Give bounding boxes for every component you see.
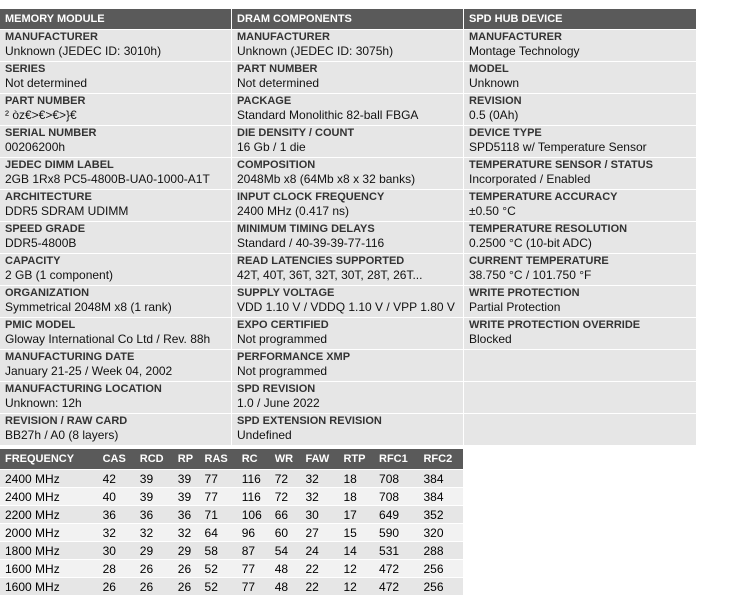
timings-cell: 64 <box>200 524 237 542</box>
timings-column-header: WR <box>270 449 301 470</box>
spd-hub-device-header: SPD HUB DEVICE <box>464 9 696 29</box>
empty-cell <box>464 350 696 381</box>
timings-header-row <box>0 449 463 470</box>
info-label: PMIC MODEL <box>5 319 76 331</box>
timings-cell: 32 <box>300 488 338 506</box>
info-value: Not programmed <box>237 332 328 346</box>
timings-cell: 36 <box>98 506 135 524</box>
timings-cell: 72 <box>270 488 301 506</box>
timings-cell: 58 <box>200 542 237 560</box>
timings-row <box>0 578 463 596</box>
timings-cell: 256 <box>418 578 463 596</box>
timings-cell: 2400 MHz <box>0 488 98 506</box>
info-value: 16 Gb / 1 die <box>237 140 306 154</box>
timings-cell: 36 <box>135 506 173 524</box>
timings-column-header: RCD <box>135 449 173 470</box>
timings-cell: 30 <box>300 506 338 524</box>
info-cell <box>232 318 463 349</box>
info-label: TEMPERATURE RESOLUTION <box>469 223 628 235</box>
info-label: WRITE PROTECTION OVERRIDE <box>469 319 641 331</box>
info-value: Standard Monolithic 82-ball FBGA <box>237 108 419 122</box>
timings-cell: 96 <box>237 524 270 542</box>
timings-cell: 24 <box>300 542 338 560</box>
timings-cell: 27 <box>300 524 338 542</box>
timings-cell: 52 <box>200 560 237 578</box>
info-cell <box>464 94 696 125</box>
timings-cell: 87 <box>237 542 270 560</box>
info-label: SUPPLY VOLTAGE <box>237 287 335 299</box>
info-cell <box>232 382 463 413</box>
timings-cell: 106 <box>237 506 270 524</box>
timings-cell: 1600 MHz <box>0 578 98 596</box>
info-value: Standard / 40-39-39-77-116 <box>237 236 385 250</box>
timings-cell: 48 <box>270 560 301 578</box>
timings-cell: 48 <box>270 578 301 596</box>
info-label: PERFORMANCE XMP <box>237 351 351 363</box>
timings-cell: 71 <box>200 506 237 524</box>
timings-cell: 14 <box>338 542 374 560</box>
info-value: Blocked <box>469 332 512 346</box>
info-label: DIE DENSITY / COUNT <box>237 127 355 139</box>
info-value: Montage Technology <box>469 44 580 58</box>
info-cell <box>0 382 231 413</box>
timings-row <box>0 542 463 560</box>
timings-cell: 26 <box>135 578 173 596</box>
timings-cell: 1800 MHz <box>0 542 98 560</box>
info-cell <box>464 222 696 253</box>
timings-cell: 32 <box>173 524 200 542</box>
spd-info-panel <box>0 9 696 446</box>
timings-cell: 77 <box>237 578 270 596</box>
info-value: 42T, 40T, 36T, 32T, 30T, 28T, 26T... <box>237 268 423 282</box>
info-cell <box>232 158 463 189</box>
info-value: 2 GB (1 component) <box>5 268 114 282</box>
info-value: 0.2500 °C (10-bit ADC) <box>469 236 592 250</box>
info-value: 1.0 / June 2022 <box>237 396 320 410</box>
info-label: CURRENT TEMPERATURE <box>469 255 609 267</box>
timings-column-header: RAS <box>200 449 237 470</box>
info-cell <box>232 94 463 125</box>
timings-cell: 60 <box>270 524 301 542</box>
timings-cell: 66 <box>270 506 301 524</box>
info-cell <box>0 286 231 317</box>
empty-cell <box>464 414 696 445</box>
timings-body <box>0 470 463 596</box>
info-value: 2048Mb x8 (64Mb x8 x 32 banks) <box>237 172 416 186</box>
timings-column-header: RFC2 <box>418 449 463 470</box>
info-value: Partial Protection <box>469 300 561 314</box>
timings-cell: 2400 MHz <box>0 470 98 488</box>
info-value: ² òz€>€>€>}€ <box>5 108 77 122</box>
info-value: 2GB 1Rx8 PC5-4800B-UA0-1000-A1T <box>5 172 210 186</box>
info-cell <box>464 254 696 285</box>
info-cell <box>464 318 696 349</box>
timings-cell: 52 <box>200 578 237 596</box>
info-label: PART NUMBER <box>237 63 318 75</box>
info-cell <box>464 62 696 93</box>
timings-cell: 54 <box>270 542 301 560</box>
timings-cell: 77 <box>237 560 270 578</box>
info-value: Gloway International Co Ltd / Rev. 88h <box>5 332 211 346</box>
info-value: 2400 MHz (0.417 ns) <box>237 204 350 218</box>
info-label: EXPO CERTIFIED <box>237 319 329 331</box>
info-label: DEVICE TYPE <box>469 127 542 139</box>
timings-cell: 40 <box>98 488 135 506</box>
timings-cell: 77 <box>200 488 237 506</box>
timings-column-header: FAW <box>300 449 338 470</box>
timings-cell: 352 <box>418 506 463 524</box>
info-cell <box>0 126 231 157</box>
info-cell <box>232 126 463 157</box>
timings-cell: 2000 MHz <box>0 524 98 542</box>
info-label: COMPOSITION <box>237 159 316 171</box>
timings-cell: 590 <box>374 524 418 542</box>
info-value: 0.5 (0Ah) <box>469 108 519 122</box>
info-value: Unknown (JEDEC ID: 3010h) <box>5 44 162 58</box>
info-value: BB27h / A0 (8 layers) <box>5 428 119 442</box>
info-cell <box>0 254 231 285</box>
info-value: SPD5118 w/ Temperature Sensor <box>469 140 647 154</box>
info-label: JEDEC DIMM LABEL <box>5 159 114 171</box>
dram-components-header: DRAM COMPONENTS <box>232 9 463 29</box>
info-label: PART NUMBER <box>5 95 86 107</box>
timings-cell: 22 <box>300 578 338 596</box>
timings-cell: 39 <box>135 488 173 506</box>
info-label: MANUFACTURER <box>5 31 98 43</box>
info-label: MANUFACTURER <box>237 31 330 43</box>
timings-cell: 29 <box>173 542 200 560</box>
timings-cell: 12 <box>338 560 374 578</box>
timings-cell: 116 <box>237 488 270 506</box>
info-cell <box>0 30 231 61</box>
info-cell <box>464 286 696 317</box>
info-label: ORGANIZATION <box>5 287 90 299</box>
info-label: MANUFACTURING LOCATION <box>5 383 162 395</box>
info-cell <box>232 350 463 381</box>
info-value: Symmetrical 2048M x8 (1 rank) <box>5 300 172 314</box>
timings-cell: 36 <box>173 506 200 524</box>
info-label: MODEL <box>469 63 509 75</box>
info-cell <box>232 222 463 253</box>
timings-row <box>0 560 463 578</box>
info-label: MINIMUM TIMING DELAYS <box>237 223 375 235</box>
timings-cell: 2200 MHz <box>0 506 98 524</box>
timings-cell: 1600 MHz <box>0 560 98 578</box>
timings-cell: 42 <box>98 470 135 488</box>
info-cell <box>0 158 231 189</box>
dram-components-column <box>232 9 463 445</box>
timings-cell: 26 <box>173 560 200 578</box>
info-label: CAPACITY <box>5 255 61 267</box>
timings-column-header: FREQUENCY <box>0 449 98 470</box>
info-label: SERIES <box>5 63 46 75</box>
info-label: MANUFACTURING DATE <box>5 351 135 363</box>
info-cell <box>0 222 231 253</box>
info-cell <box>0 414 231 445</box>
info-cell <box>0 190 231 221</box>
info-value: DDR5 SDRAM UDIMM <box>5 204 129 218</box>
timings-cell: 22 <box>300 560 338 578</box>
info-cell <box>232 30 463 61</box>
timings-cell: 708 <box>374 470 418 488</box>
memory-module-column <box>0 9 231 445</box>
timings-cell: 32 <box>135 524 173 542</box>
timings-cell: 32 <box>98 524 135 542</box>
info-label: READ LATENCIES SUPPORTED <box>237 255 405 267</box>
info-label: MANUFACTURER <box>469 31 562 43</box>
memory-module-header: MEMORY MODULE <box>0 9 231 29</box>
timings-cell: 26 <box>98 578 135 596</box>
info-label: REVISION / RAW CARD <box>5 415 128 427</box>
timings-row <box>0 470 463 488</box>
info-cell <box>464 158 696 189</box>
timings-table <box>0 449 463 595</box>
info-cell <box>0 350 231 381</box>
timings-cell: 320 <box>418 524 463 542</box>
timings-column-header: RTP <box>338 449 374 470</box>
info-cell <box>464 126 696 157</box>
info-cell <box>0 94 231 125</box>
info-value: VDD 1.10 V / VDDQ 1.10 V / VPP 1.80 V <box>237 300 455 314</box>
info-label: REVISION <box>469 95 522 107</box>
info-label: PACKAGE <box>237 95 292 107</box>
timings-cell: 12 <box>338 578 374 596</box>
info-value: Unknown <box>469 76 520 90</box>
info-value: 38.750 °C / 101.750 °F <box>469 268 592 282</box>
info-label: SPD REVISION <box>237 383 316 395</box>
timings-cell: 30 <box>98 542 135 560</box>
timings-cell: 384 <box>418 470 463 488</box>
timings-cell: 472 <box>374 560 418 578</box>
info-value: Unknown: 12h <box>5 396 82 410</box>
info-label: SPEED GRADE <box>5 223 86 235</box>
info-cell <box>232 190 463 221</box>
timings-cell: 26 <box>135 560 173 578</box>
timings-cell: 649 <box>374 506 418 524</box>
timings-cell: 531 <box>374 542 418 560</box>
timings-cell: 72 <box>270 470 301 488</box>
info-label: SPD EXTENSION REVISION <box>237 415 382 427</box>
info-value: ±0.50 °C <box>469 204 516 218</box>
info-cell <box>0 318 231 349</box>
timings-cell: 18 <box>338 470 374 488</box>
timings-cell: 29 <box>135 542 173 560</box>
timings-row <box>0 506 463 524</box>
info-value: Not determined <box>5 76 88 90</box>
timings-column-header: RP <box>173 449 200 470</box>
timings-cell: 39 <box>135 470 173 488</box>
timings-cell: 384 <box>418 488 463 506</box>
timings-row <box>0 488 463 506</box>
info-cell <box>464 190 696 221</box>
timings-cell: 15 <box>338 524 374 542</box>
empty-cell <box>464 382 696 413</box>
timings-cell: 28 <box>98 560 135 578</box>
info-value: Unknown (JEDEC ID: 3075h) <box>237 44 394 58</box>
timings-cell: 39 <box>173 488 200 506</box>
info-cell <box>232 414 463 445</box>
info-value: DDR5-4800B <box>5 236 77 250</box>
timings-column-header: RFC1 <box>374 449 418 470</box>
info-label: ARCHITECTURE <box>5 191 92 203</box>
info-value: Not programmed <box>237 364 328 378</box>
info-label: TEMPERATURE ACCURACY <box>469 191 618 203</box>
info-label: TEMPERATURE SENSOR / STATUS <box>469 159 653 171</box>
spd-hub-device-column <box>464 9 696 445</box>
info-value: Undefined <box>237 428 292 442</box>
timings-cell: 32 <box>300 470 338 488</box>
info-label: INPUT CLOCK FREQUENCY <box>237 191 385 203</box>
timings-cell: 39 <box>173 470 200 488</box>
timings-cell: 17 <box>338 506 374 524</box>
timings-cell: 708 <box>374 488 418 506</box>
info-value: Incorporated / Enabled <box>469 172 591 186</box>
info-label: SERIAL NUMBER <box>5 127 97 139</box>
info-cell <box>232 286 463 317</box>
info-cell <box>232 62 463 93</box>
timings-column-header: CAS <box>98 449 135 470</box>
info-value: Not determined <box>237 76 320 90</box>
timings-column-header: RC <box>237 449 270 470</box>
info-cell <box>0 62 231 93</box>
info-value: 00206200h <box>5 140 66 154</box>
timings-cell: 116 <box>237 470 270 488</box>
timings-cell: 288 <box>418 542 463 560</box>
timings-row <box>0 524 463 542</box>
timings-cell: 77 <box>200 470 237 488</box>
info-cell <box>464 30 696 61</box>
timings-cell: 472 <box>374 578 418 596</box>
info-cell <box>232 254 463 285</box>
info-value: January 21-25 / Week 04, 2002 <box>5 364 173 378</box>
timings-cell: 26 <box>173 578 200 596</box>
timings-cell: 256 <box>418 560 463 578</box>
timings-cell: 18 <box>338 488 374 506</box>
info-label: WRITE PROTECTION <box>469 287 580 299</box>
